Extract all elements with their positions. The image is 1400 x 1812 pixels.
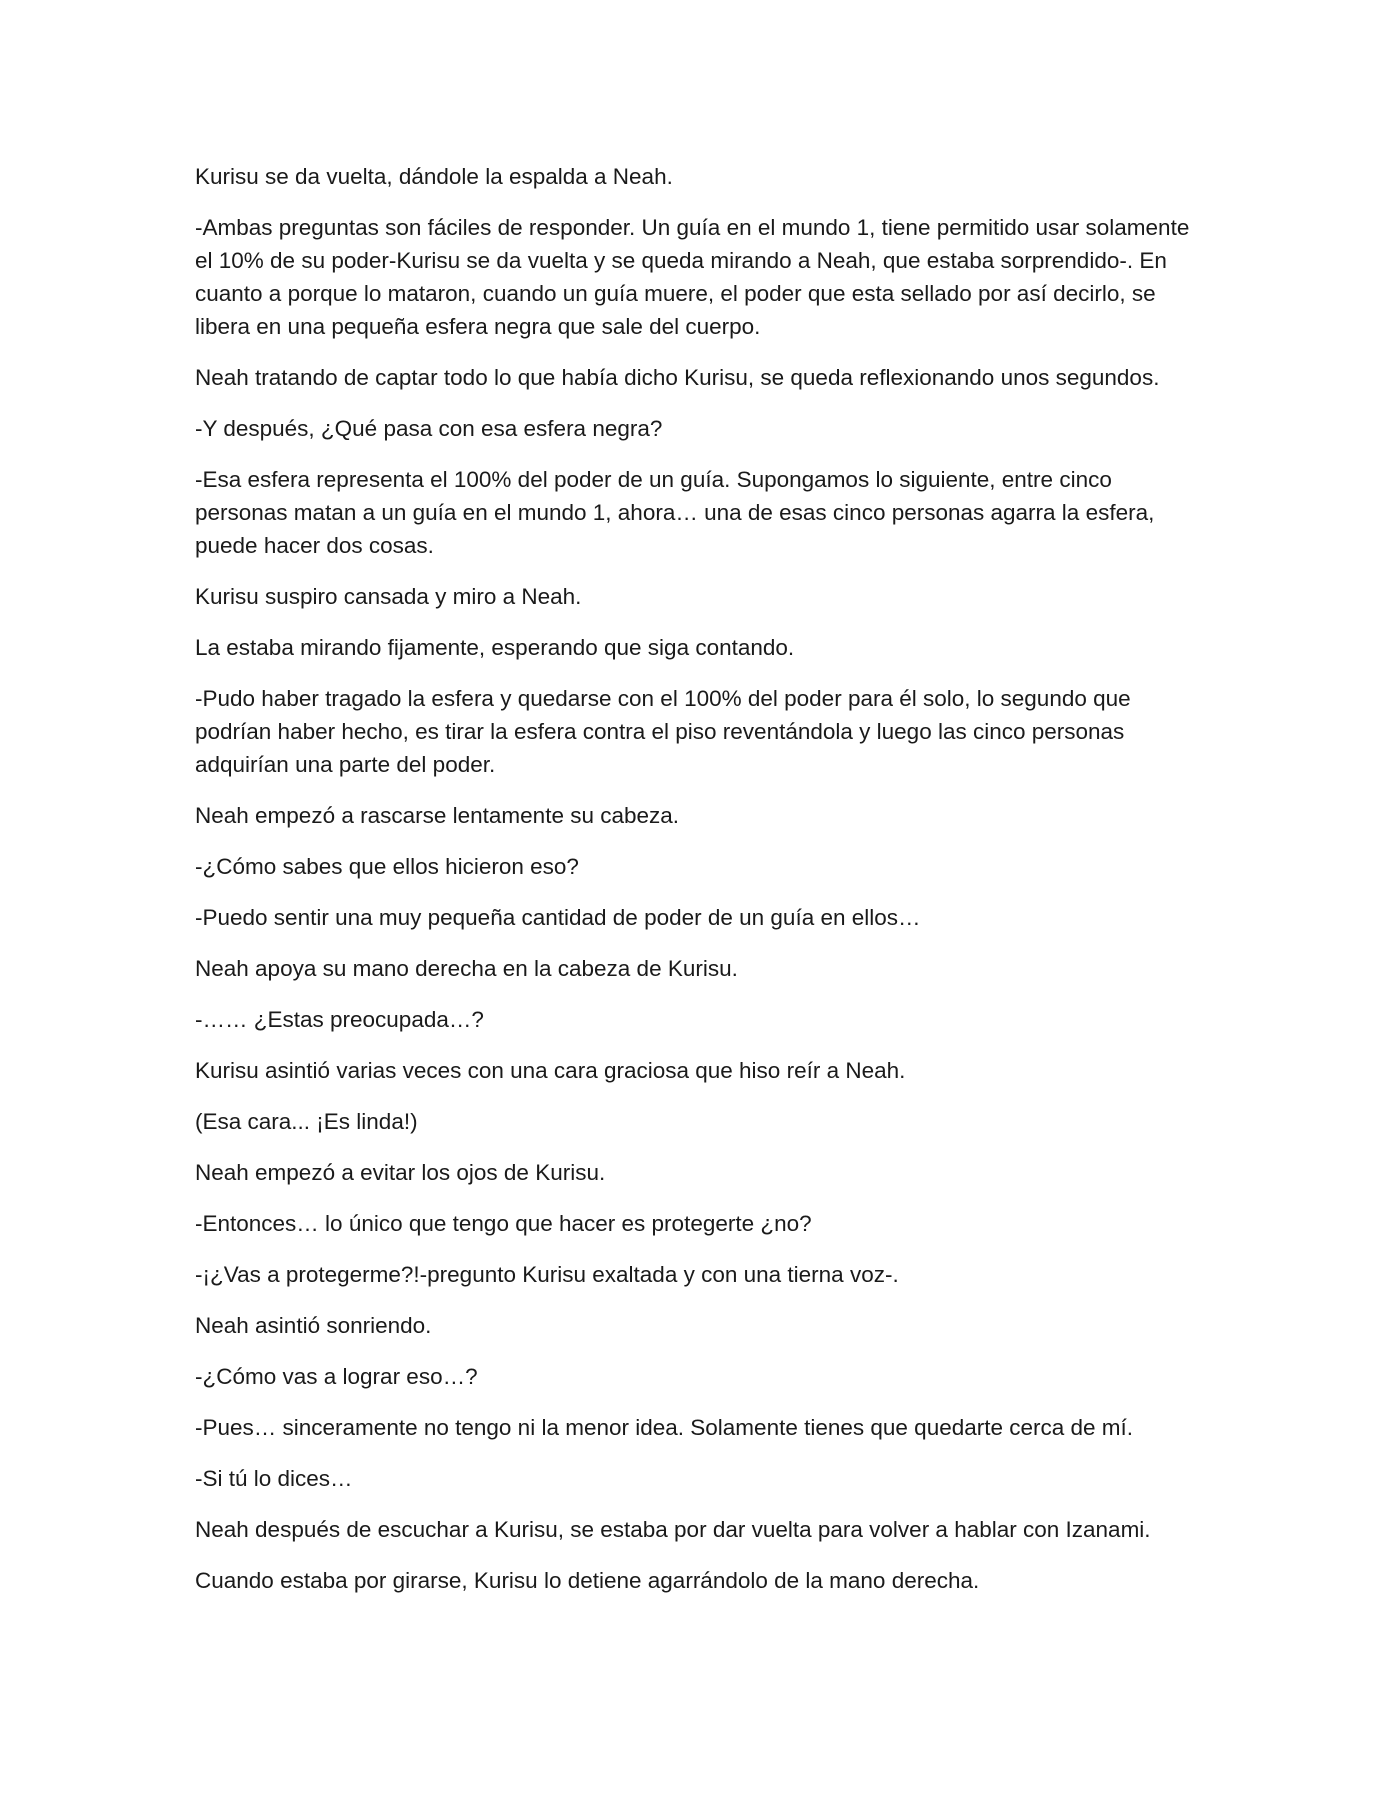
paragraph: Cuando estaba por girarse, Kurisu lo detiene agarrándolo de la mano derecha. bbox=[195, 1568, 980, 1593]
paragraph: -Pudo haber tragado la esfera y quedarse con el 100% del poder para él solo, lo segundo que podrían haber hecho, es tirar la esfera contra el piso reventándola y luego las cinco personas adquirían una parte del poder. bbox=[195, 686, 1131, 777]
paragraph: Kurisu se da vuelta, dándole la espalda a Neah. bbox=[195, 164, 673, 189]
paragraph: Neah después de escuchar a Kurisu, se estaba por dar vuelta para volver a hablar con Izanami. bbox=[195, 1517, 1151, 1542]
paragraph: -…… ¿Estas preocupada…? bbox=[195, 1007, 484, 1032]
paragraph: Neah tratando de captar todo lo que había dicho Kurisu, se queda reflexionando unos segundos. bbox=[195, 365, 1160, 390]
paragraph: Neah empezó a evitar los ojos de Kurisu. bbox=[195, 1160, 606, 1185]
paragraph: -Si tú lo dices… bbox=[195, 1466, 353, 1491]
paragraph: Kurisu asintió varias veces con una cara graciosa que hiso reír a Neah. bbox=[195, 1058, 906, 1083]
paragraph: -Ambas preguntas son fáciles de responder. Un guía en el mundo 1, tiene permitido usar solamente el 10% de su poder-Kurisu se da vuelta y se queda mirando a Neah, que estaba sorprendido-. En cuanto a porque lo mataron, cuando un guía muere, el poder que esta sellado por así decirlo, se libera en una pequeña esfera negra que sale del cuerpo. bbox=[195, 215, 1190, 339]
paragraph: -Pues… sinceramente no tengo ni la menor idea. Solamente tienes que quedarte cerca de mí. bbox=[195, 1415, 1134, 1440]
paragraph: (Esa cara... ¡Es linda!) bbox=[195, 1109, 418, 1134]
paragraph: -Entonces… lo único que tengo que hacer es protegerte ¿no? bbox=[195, 1211, 812, 1236]
paragraph: -¡¿Vas a protegerme?!-pregunto Kurisu exaltada y con una tierna voz-. bbox=[195, 1262, 899, 1287]
paragraph: La estaba mirando fijamente, esperando que siga contando. bbox=[195, 635, 795, 660]
paragraph: Neah apoya su mano derecha en la cabeza de Kurisu. bbox=[195, 956, 738, 981]
paragraph: -Esa esfera representa el 100% del poder de un guía. Supongamos lo siguiente, entre cinco personas matan a un guía en el mundo 1, ahora… una de esas cinco personas agarra la esfera, puede hacer dos cosas. bbox=[195, 467, 1155, 558]
document-body bbox=[195, 160, 1205, 1615]
paragraph: -Puedo sentir una muy pequeña cantidad de poder de un guía en ellos… bbox=[195, 905, 921, 930]
paragraph: -¿Cómo sabes que ellos hicieron eso? bbox=[195, 854, 579, 879]
paragraph: Kurisu suspiro cansada y miro a Neah. bbox=[195, 584, 582, 609]
paragraph: -¿Cómo vas a lograr eso…? bbox=[195, 1364, 478, 1389]
paragraph: Neah empezó a rascarse lentamente su cabeza. bbox=[195, 803, 680, 828]
paragraph: -Y después, ¿Qué pasa con esa esfera negra? bbox=[195, 416, 663, 441]
paragraph: Neah asintió sonriendo. bbox=[195, 1313, 432, 1338]
